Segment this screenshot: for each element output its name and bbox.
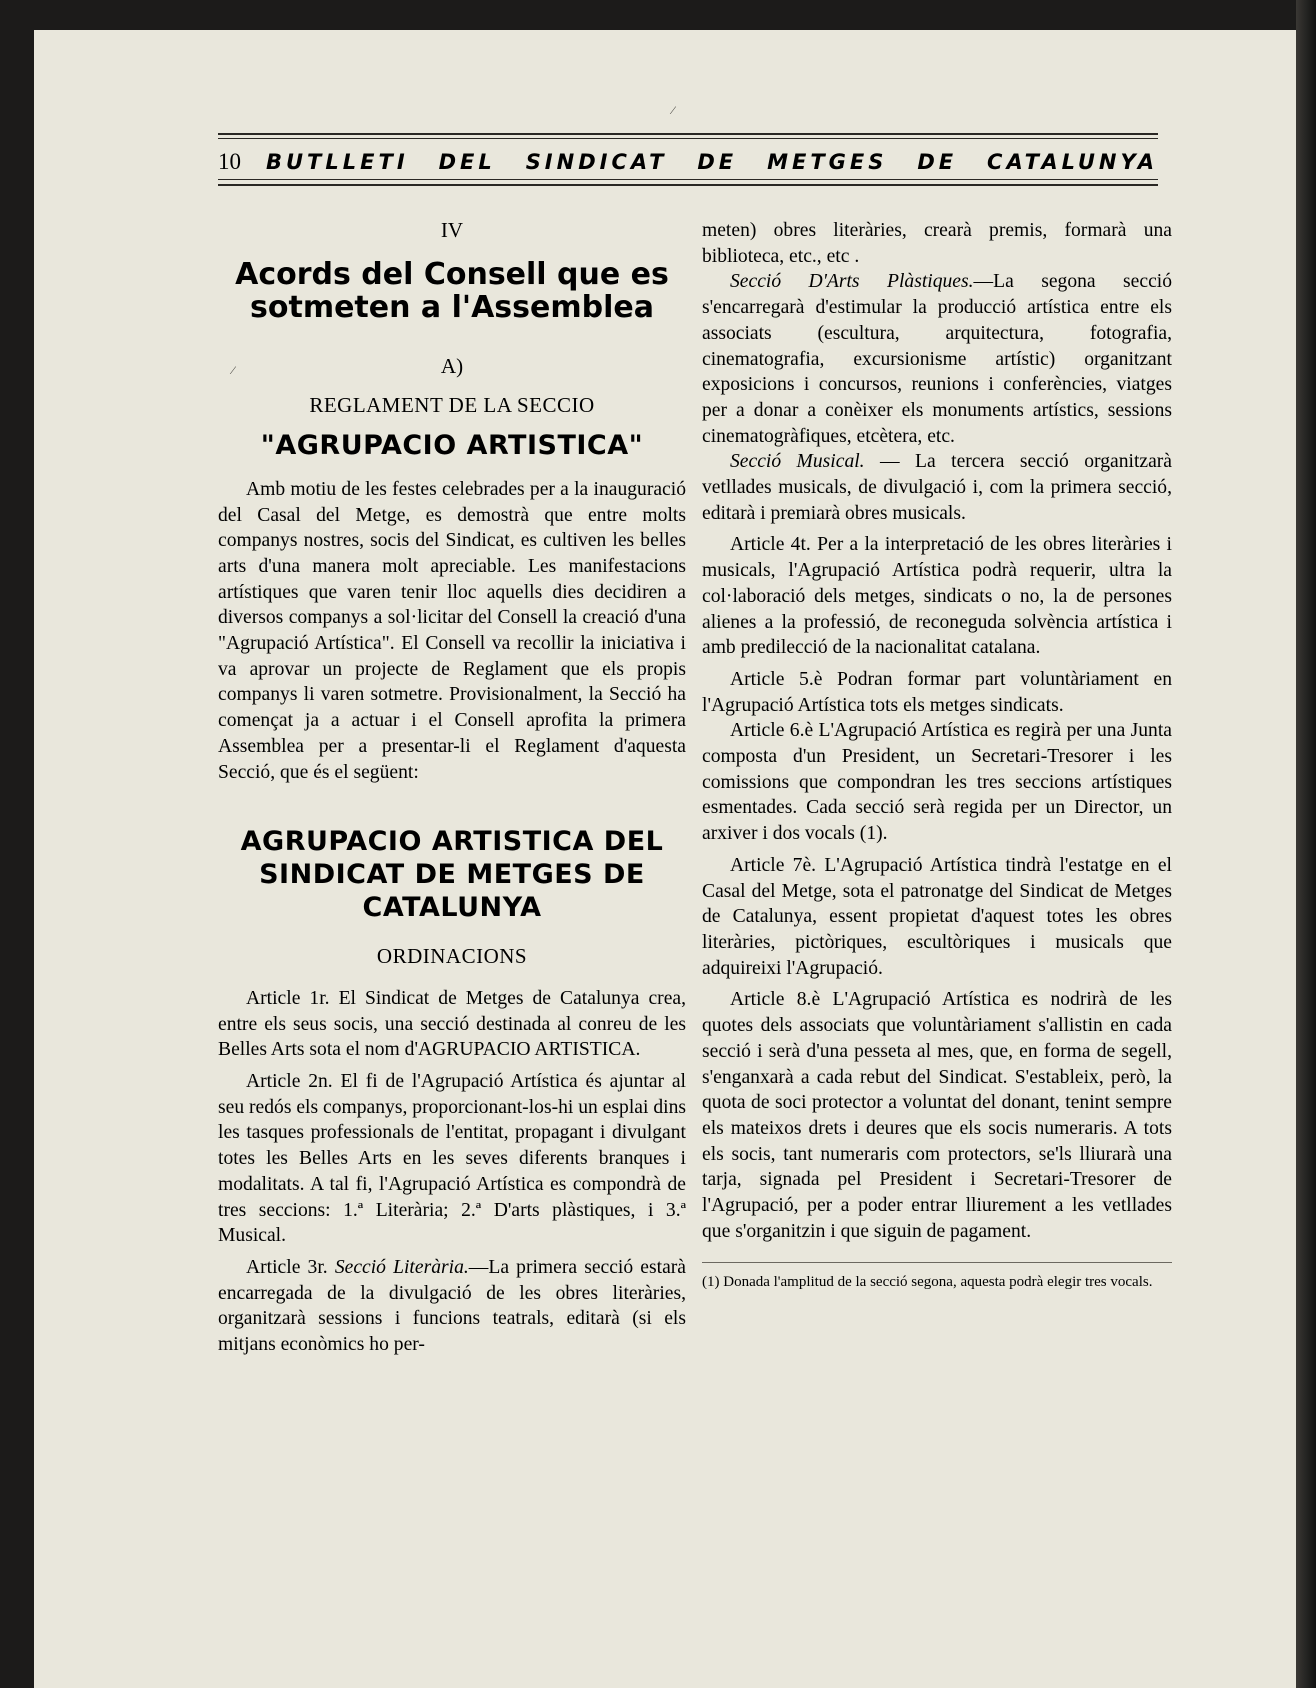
article-8: Article 8.è L'Agrupació Artística es nodrirà de les quotes dels associats que voluntàriament s'allistin en cada secció i serà d'una pesseta al mes, que, en forma de segell, s'enganxarà a cada rebut del Sindicat. S'estableix, però, la quota de soci protector a voluntat del donant, tenint sempre els mateixos drets i deures que els socis numeraris. A tots els socis, tant numeraris com protectors, se'ls lliurarà una tarja, signada pel President i Secretari-Tresorer de l'Agrupació, per a poder entrar lliurement a les vetllades que s'organitzin i que siguin de pagament. bbox=[702, 989, 1172, 1242]
intro-paragraph: Amb motiu de les festes celebrades per a la inauguració del Casal del Metge, es demostrà que entre molts companys nostres, socis del Sindicat, es cultiven les belles arts d'una manera molt apreciable. Les manifestacions artístiques que varen tenir lloc aquells dies decidiren a diversos companys a sol·licitar del Consell la creació d'una "Agrupació Artística". El Consell va recollir la iniciativa i va aprovar un projecte de Reglament que els propis companys li varen sotmetre. Provisionalment, la Secció ha començat ja a actuar i el Consell aprofita la primera Assemblea per a presentar-li el Reglament d'aquesta Secció, que és el següent: bbox=[218, 478, 686, 783]
main-title: Acords del Consell que es sotmeten a l'Assemblea bbox=[235, 256, 669, 325]
article-1: Article 1r. El Sindicat de Metges de Catalunya crea, entre els seus socis, una secció destinada al conreu de les Belles Arts sota el nom d'AGRUPACIO ARTISTICA. bbox=[218, 987, 686, 1061]
page-number: 10 bbox=[218, 149, 241, 174]
header-rule-top bbox=[218, 133, 1158, 135]
left-column bbox=[218, 218, 686, 1358]
footnote: (1) Donada l'amplitud de la secció segona, aquesta podrà elegir tres vocals. bbox=[702, 1274, 1153, 1291]
article-3-lead: Article 3r. bbox=[246, 1256, 328, 1278]
plastiques-text: —La segona secció s'encarregarà d'estimular la producció artística entre els associats (escultura, arquitectura, fotografia, cinematografia, excursionisme artístic) organitzant exposicions i concursos, reunions i conferències, viatges per a donar a conèixer els monuments artístics, sessions cinematogràfiques, etcètera, etc. bbox=[702, 271, 1173, 447]
agrupacio-title: AGRUPACIO ARTISTICA DEL SINDICAT DE METGES DE CATALUNYA bbox=[240, 826, 664, 924]
ink-mark: ⁄ bbox=[232, 363, 235, 377]
article-7: Article 7è. L'Agrupació Artística tindrà l'estatge en el Casal del Metge, sota el patronatge del Sindicat de Metges de Catalunya, essent propietat d'aquest totes les obres literàries, pictòriques, escultòriques i musicals que adquireixi l'Agrupació. bbox=[702, 854, 1172, 979]
article-6: Article 6.è L'Agrupació Artística es regirà per una Junta composta d'un President, un Secretari-Tresorer i les comissions que compondran les tres seccions artístiques esmentades. Cada secció serà regida per un Director, un arxiver i dos vocals (1). bbox=[702, 720, 1172, 845]
title-word: METGES bbox=[767, 150, 888, 174]
header-rule-bottom bbox=[218, 184, 1158, 186]
agrupacio-heading: "AGRUPACIO ARTISTICA" bbox=[260, 430, 644, 462]
running-header bbox=[218, 133, 1158, 193]
article-3-label: Secció Literària. bbox=[334, 1256, 469, 1278]
musical-text: — La tercera secció organitzarà vetllades musicals, de divulgació i, com la primera secció, editarà i premiarà obres musicals. bbox=[702, 451, 1172, 524]
article-3 bbox=[218, 1255, 686, 1358]
article-4: Article 4t. Per a la interpretació de les obres literàries i musicals, l'Agrupació Artística podrà requerir, ultra la col·laboració dels metges, sindicats o no, la de persones alienes a la professió, de reconeguda solvència artística i amb predilecció de la nacionalitat catalana. bbox=[702, 534, 1172, 659]
title-word: DE bbox=[917, 150, 958, 174]
article-5: Article 5.è Podran formar part voluntàriament en l'Agrupació Artística tots els metges sindicats. bbox=[702, 668, 1172, 716]
running-title bbox=[266, 150, 1158, 174]
musical-label: Secció Musical. bbox=[730, 451, 865, 473]
header-text bbox=[218, 149, 1158, 175]
title-word: SINDICAT bbox=[525, 150, 668, 174]
article-3-text: —La primera secció estarà encarregada de la divulgació de les obres literàries, organitzarà sessions i funcions teatrals, editarà (si els mitjans econòmics ho per- bbox=[218, 1256, 686, 1356]
page-edge bbox=[1296, 0, 1316, 1688]
title-word: DE bbox=[697, 150, 738, 174]
title-word: DEL bbox=[438, 150, 496, 174]
plastiques-label: Secció D'Arts Plàstiques. bbox=[730, 271, 974, 293]
right-column bbox=[702, 218, 1172, 1293]
reglament-heading: REGLAMENT DE LA SECCIO bbox=[309, 393, 595, 418]
footnote-divider bbox=[702, 1262, 1172, 1263]
plastiques-paragraph bbox=[702, 269, 1172, 449]
title-word: BUTLLETI bbox=[266, 150, 409, 174]
musical-paragraph bbox=[702, 449, 1172, 526]
continuation-paragraph: meten) obres literàries, crearà premis, formarà una biblioteca, etc., etc . bbox=[702, 220, 1172, 267]
title-word: CATALUNYA bbox=[987, 150, 1158, 174]
article-2: Article 2n. El fi de l'Agrupació Artística és ajuntar al seu redós els companys, proporcionant-los-hi un esplai dins les tasques professionals de l'entitat, propagant i divulgant totes les Belles Arts en les seves diferents branques i modalitats. A tal fi, l'Agrupació Artística es compondrà de tres seccions: 1.ª Literària; 2.ª D'arts plàstiques, i 3.ª Musical. bbox=[218, 1071, 686, 1247]
ordinacions-heading: ORDINACIONS bbox=[376, 944, 528, 969]
subsection-label: A) bbox=[440, 353, 464, 378]
ink-mark: ⁄ bbox=[672, 103, 675, 117]
header-rule-top-thin bbox=[218, 138, 1158, 139]
header-rule-bottom-thin bbox=[218, 179, 1158, 180]
section-number: IV bbox=[440, 218, 464, 242]
